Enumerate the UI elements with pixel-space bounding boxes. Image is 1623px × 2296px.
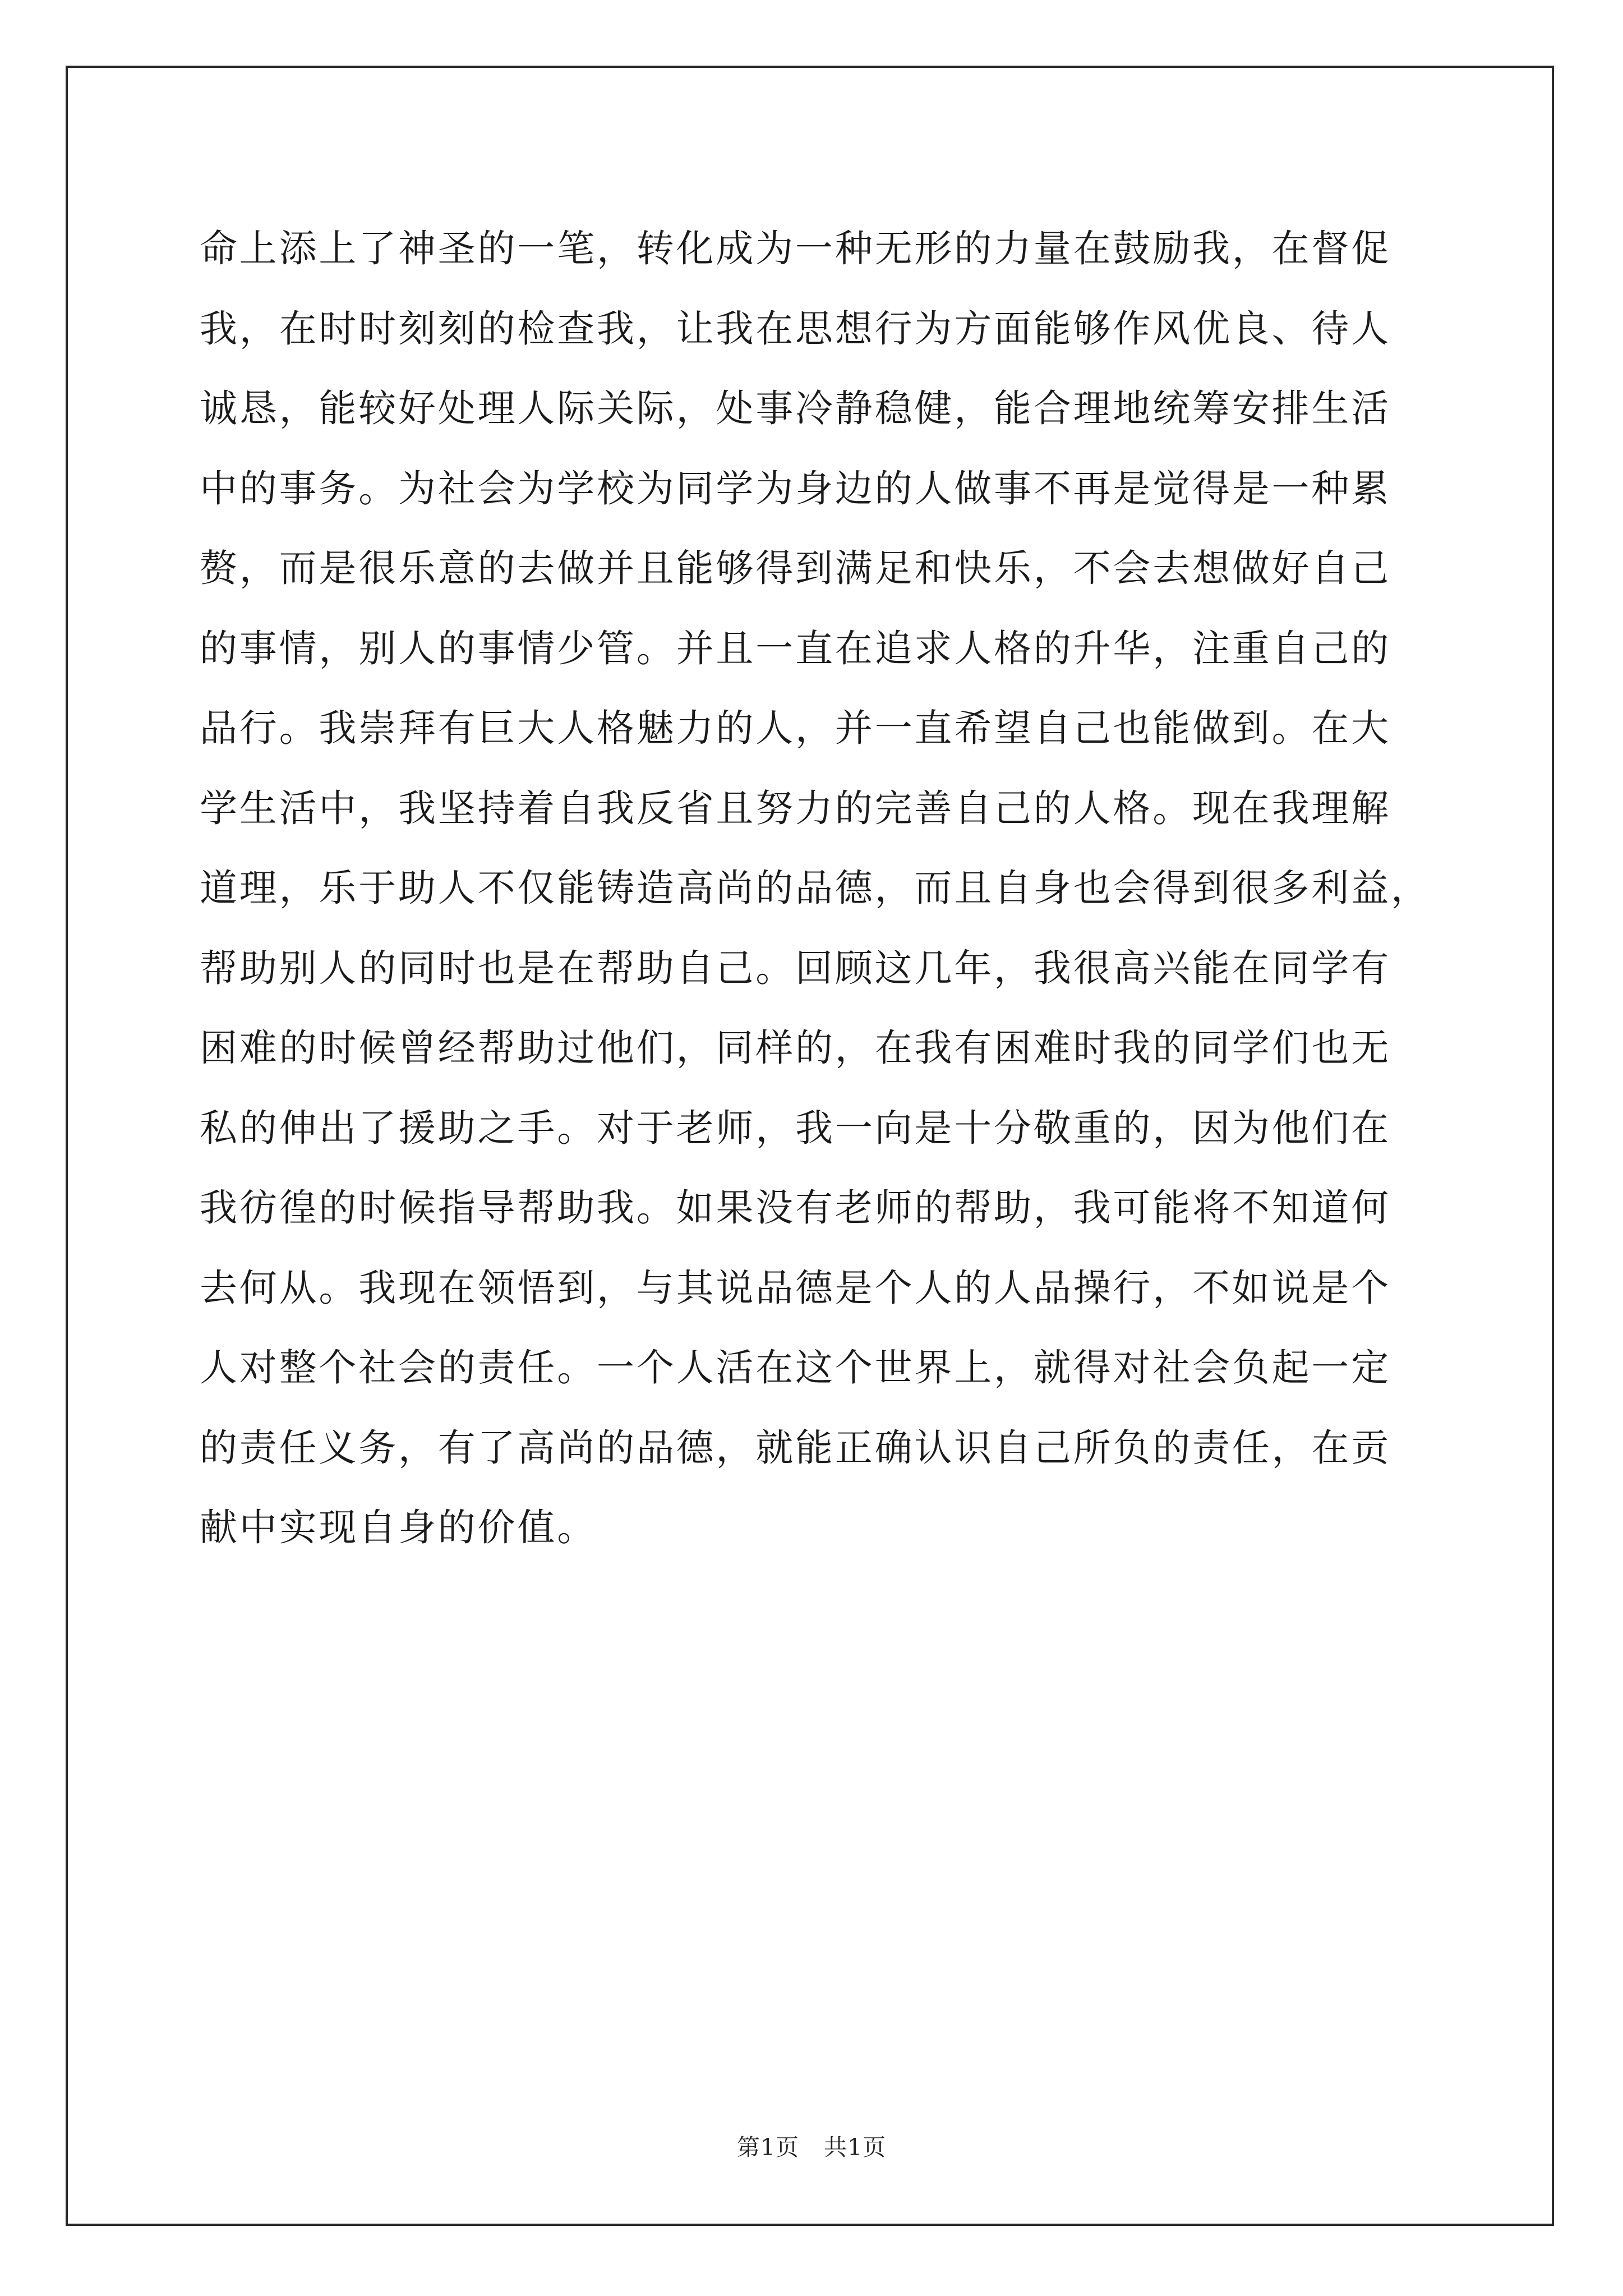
page-number-total: 共1页	[824, 2134, 887, 2161]
text-line: 命上添上了神圣的一笔，转化成为一种无形的力量在鼓励我，在督促	[200, 227, 1391, 270]
text-line: 赘，而是很乐意的去做并且能够得到满足和快乐，不会去想做好自己	[200, 546, 1391, 590]
text-line: 中的事务。为社会为学校为同学为身边的人做事不再是觉得是一种累	[200, 466, 1391, 510]
text-line: 我，在时时刻刻的检查我，让我在思想行为方面能够作风优良、待人	[200, 306, 1391, 351]
text-line: 诚恳，能较好处理人际关际，处事冷静稳健，能合理地统筹安排生活	[200, 386, 1391, 430]
text-line: 品行。我崇拜有巨大人格魅力的人，并一直希望自己也能做到。在大	[200, 706, 1391, 750]
text-line: 的责任义务，有了高尚的品德，就能正确认识自己所负的责任，在贡	[200, 1425, 1391, 1470]
text-line: 私的伸出了援助之手。对于老师，我一向是十分敬重的，因为他们在	[200, 1106, 1391, 1150]
text-line: 学生活中，我坚持着自我反省且努力的完善自己的人格。现在我理解	[200, 786, 1391, 830]
page-number-current: 第1页	[736, 2134, 799, 2161]
text-line: 的事情，别人的事情少管。并且一直在追求人格的升华，注重自己的	[200, 626, 1391, 670]
document-body	[200, 209, 1439, 1568]
text-line: 去何从。我现在领悟到，与其说品德是个人的人品操行，不如说是个	[200, 1266, 1391, 1310]
text-line: 我彷徨的时候指导帮助我。如果没有老师的帮助，我可能将不知道何	[200, 1186, 1391, 1230]
text-line: 困难的时候曾经帮助过他们，同样的，在我有困难时我的同学们也无	[200, 1026, 1391, 1070]
text-line: 道理，乐于助人不仅能铸造高尚的品德，而且自身也会得到很多利益，	[200, 866, 1431, 910]
text-line: 献中实现自身的价值。	[200, 1506, 597, 1549]
page-footer	[0, 2129, 1623, 2162]
text-line: 人对整个社会的责任。一个人活在这个世界上，就得对社会负起一定	[200, 1346, 1391, 1389]
text-line: 帮助别人的同时也是在帮助自己。回顾这几年，我很高兴能在同学有	[200, 946, 1391, 990]
